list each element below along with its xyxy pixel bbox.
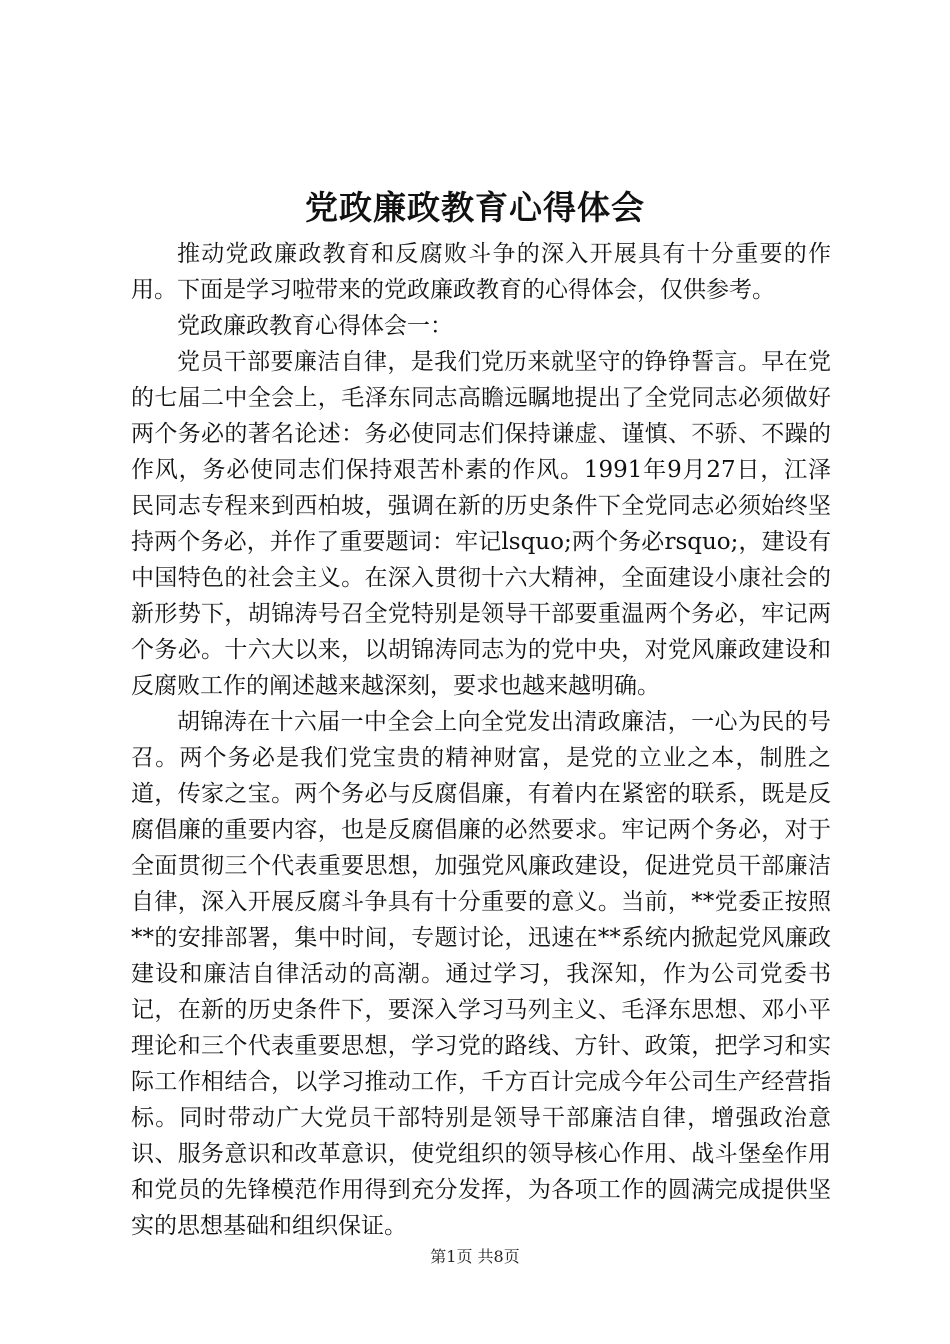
- intro-paragraph: 推动党政廉政教育和反腐败斗争的深入开展具有十分重要的作用。下面是学习啦带来的党政廉政教育的心得体会，仅供参考。: [131, 241, 831, 303]
- body-paragraph: 胡锦涛在十六届一中全会上向全党发出清政廉洁，一心为民的号召。两个务必是我们党宝贵的精神财富，是党的立业之本，制胜之道，传家之宝。两个务必与反腐倡廉，有着内在紧密的联系，既是反腐倡廉的重要内容，也是反腐倡廉的必然要求。牢记两个务必，对于全面贯彻三个代表重要思想，加强党风廉政建设，促进党员干部廉洁自律，深入开展反腐斗争具有十分重要的意义。当前，**党委正按照**的安排部署，集中时间，专题讨论，迅速在**系统内掀起党风廉政建设和廉洁自律活动的高潮。通过学习，我深知，作为公司党委书记，在新的历史条件下，要深入学习马列主义、毛泽东思想、邓小平理论和三个代表重要思想，学习党的路线、方针、政策，把学习和实际工作相结合，以学习推动工作，千方百计完成今年公司生产经营指标。同时带动广大党员干部特别是领导干部廉洁自律，增强政治意识、服务意识和改革意识，使党组织的领导核心作用、战斗堡垒作用和党员的先锋模范作用得到充分发挥，为各项工作的圆满完成提供坚实的思想基础和组织保证。: [131, 709, 831, 1239]
- document-body: [131, 236, 831, 1244]
- document-title: 党政廉政教育心得体会: [305, 188, 645, 227]
- body-paragraph: 党员干部要廉洁自律，是我们党历来就坚守的铮铮誓言。早在党的七届二中全会上，毛泽东同志高瞻远瞩地提出了全党同志必须做好两个务必的著名论述：务必使同志们保持谦虚、谨慎、不骄、不躁的作风，务必使同志们保持艰苦朴素的作风。1991年9月27日，江泽民同志专程来到西柏坡，强调在新的历史条件下全党同志必须始终坚持两个务必，并作了重要题词：牢记lsquo;两个务必rsquo;，建设有中国特色的社会主义。在深入贯彻十六大精神，全面建设小康社会的新形势下，胡锦涛号召全党特别是领导干部要重温两个务必，牢记两个务必。十六大以来，以胡锦涛同志为的党中央，对党风廉政建设和反腐败工作的阐述越来越深刻，要求也越来越明确。: [131, 349, 831, 699]
- page-number-footer: 第1页 共8页: [430, 1247, 520, 1266]
- section-heading: 党政廉政教育心得体会一：: [177, 313, 453, 339]
